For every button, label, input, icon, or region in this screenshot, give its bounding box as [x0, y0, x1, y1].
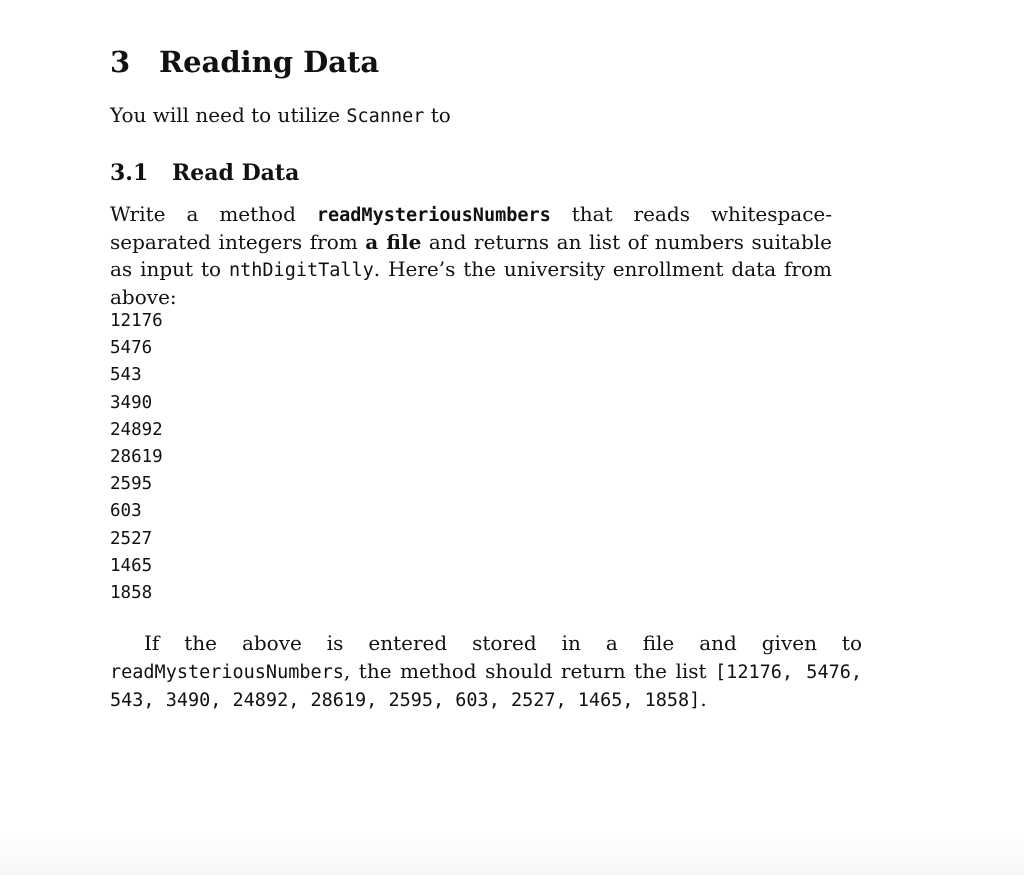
inline-code-method-name: readMysteriousNumbers [110, 661, 344, 683]
inline-code-scanner: Scanner [346, 106, 425, 127]
paragraph-text: . [700, 687, 707, 711]
list-item: 1858 [110, 583, 153, 604]
list-item: 2527 [110, 528, 153, 549]
list-item: 603 [110, 501, 142, 522]
section-heading [110, 44, 379, 80]
paragraph-text: . Here’s the university enrollment data from above: [110, 257, 832, 309]
enrollment-number-list [110, 308, 163, 607]
intro-paragraph [110, 101, 451, 131]
section-number: 3 [110, 45, 131, 79]
list-item: 543 [110, 365, 142, 386]
list-item: 12176 [110, 311, 163, 331]
intro-text: You will need to utilize [110, 103, 347, 127]
bold-text: a file [365, 230, 422, 254]
method-description-paragraph [110, 201, 832, 311]
page-bottom-shadow [0, 835, 1024, 875]
list-item: 1465 [110, 555, 153, 576]
paragraph-text: that reads whitespace-separated integers from [110, 202, 832, 254]
paragraph-text: , the method should return the list [343, 658, 716, 683]
inline-code-result-list: [12176, 5476, 543, 3490, 24892, 28619, 2595, 603, 2527, 1465, 1858] [110, 661, 862, 711]
intro-text-end: to [424, 103, 451, 127]
subsection-title: Read Data [172, 160, 300, 186]
expected-result-paragraph [110, 630, 862, 715]
list-item: 5476 [110, 338, 153, 359]
list-item: 3490 [110, 392, 153, 413]
list-item: 28619 [110, 447, 163, 468]
paragraph-text: Write a method [110, 202, 317, 226]
subsection-number: 3.1 [110, 160, 149, 186]
section-title: Reading Data [159, 45, 380, 79]
paragraph-text: and returns an list of numbers suitable as input to [110, 230, 832, 281]
paragraph-text: If the above is entered stored in a file and given to [144, 631, 862, 655]
list-item: 2595 [110, 474, 153, 495]
inline-code-method-name: readMysteriousNumbers [316, 205, 551, 226]
list-item: 24892 [110, 419, 163, 440]
subsection-heading [110, 158, 299, 188]
inline-code-function-name: nthDigitTally [229, 260, 374, 281]
